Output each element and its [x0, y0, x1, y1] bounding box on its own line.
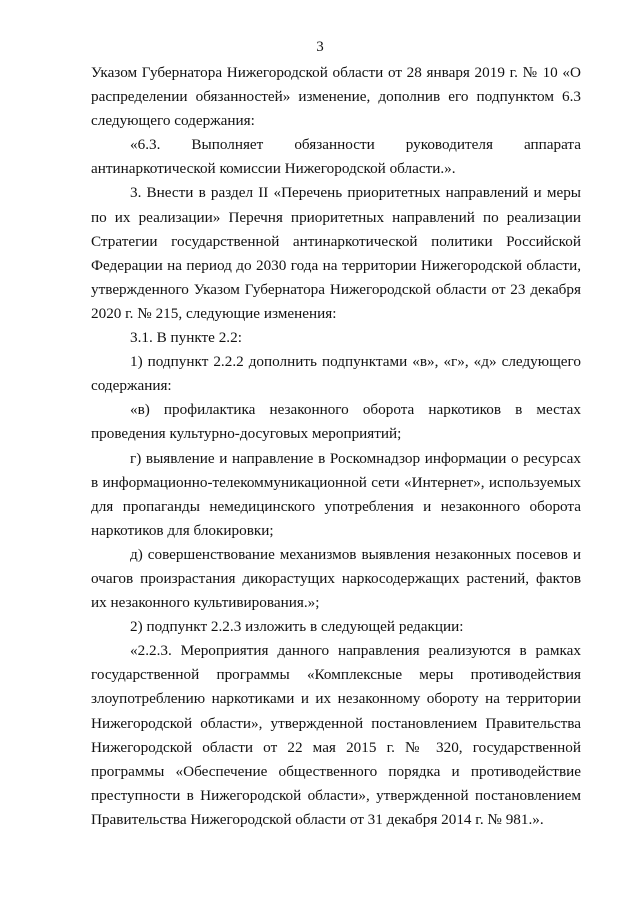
- paragraph-subitem-2: 2) подпункт 2.2.3 изложить в следующей редакции:: [130, 618, 464, 636]
- paragraph-subitem-1: 1) подпункт 2.2.2 дополнить подпунктами «в», «г», «д» следующего содержания:: [91, 353, 581, 395]
- paragraph-subitem-v: «в) профилактика незаконного оборота наркотиков в местах проведения культурно-досуговых мероприятий;: [91, 401, 581, 443]
- paragraph-item-3: 3. Внести в раздел II «Перечень приоритетных направлений и меры по их реализации» Перечня приоритетных направлений по реализации Стратегии государственной антинаркотической политики Российской Федерации на период до 2030 года на территории Нижегородской области, утвержденного Указом Губернатора Нижегородской области от 23 декабря 2020 г. № 215, следующие изменения:: [91, 184, 581, 322]
- paragraph-item-3-1: 3.1. В пункте 2.2:: [130, 329, 242, 347]
- paragraph-decree-amendment: Указом Губернатора Нижегородской области от 28 января 2019 г. № 10 «О распределении обязанностей» изменение, дополнив его подпунктом 6.3 следующего содержания:: [91, 64, 581, 130]
- paragraph-subclause-2-2-3: «2.2.3. Мероприятия данного направления реализуются в рамках государственной программы «Комплексные меры противодействия злоупотреблению наркотиками и их незаконному обороту на территории Нижегородской области», утвержденной постановлением Правительства Нижегородской области от 22 мая 2015 г. № 320, государственной программы «Обеспечение общественного порядка и противодействие преступности в Нижегородской области», утвержденной постановлением Правительства Нижегородской области от 31 декабря 2014 г. № 981.».: [91, 642, 581, 828]
- page-number: 3: [316, 39, 324, 55]
- paragraph-subclause-6-3: «6.3. Выполняет обязанности руководителя аппарата антинаркотической комиссии Нижегородской области.».: [91, 136, 581, 178]
- document-body: [91, 61, 581, 832]
- paragraph-subitem-d: д) совершенствование механизмов выявления незаконных посевов и очагов произрастания дикорастущих наркосодержащих растений, фактов их незаконного культивирования.»;: [91, 545, 581, 612]
- paragraph-subitem-g: г) выявление и направление в Роскомнадзор информации о ресурсах в информационно-телекоммуникационной сети «Интернет», используемых для пропаганды немедицинского употребления и незаконного оборота наркотиков для блокировки;: [91, 449, 581, 539]
